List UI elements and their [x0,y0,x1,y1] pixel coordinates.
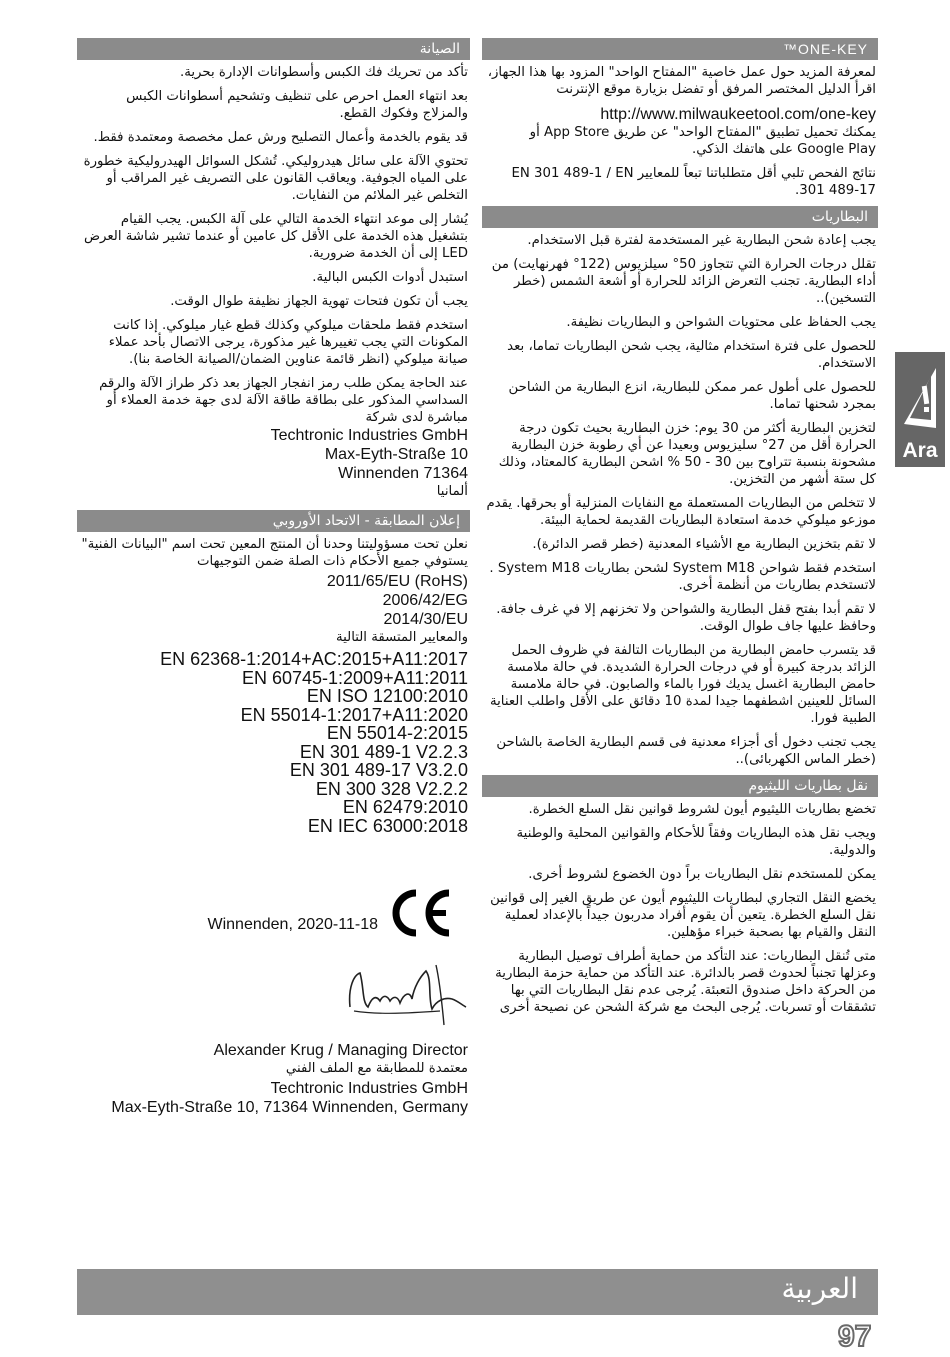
language-side-tab [895,352,945,467]
battery-paragraph: يجب إعادة شحن البطارية غير المستخدمة لفترة قبل الاستخدام. [527,233,876,248]
battery-paragraph: قد يتسرب حامض البطارية من البطاريات التالفة في ظروف الحمل الزائد بدرجة كبيرة أو في درجات الحرارة الشديدة. في حالة ملامسة حامض البطارية اغسل يديك فورا بالماء والصابون. في حالة ملامسة السائل للعينين اشطفهما جيدا لمدة 10 دقائق على الأقل واطلب العناية الطبية فورا. [489,643,876,726]
signer-name: Alexander Krug / Managing Director [213,1042,468,1059]
battery-paragraph: للحصول على أطول عمر ممكن للبطارية، انزع البطارية من الشاحن بمجرد شحنها تماما. [508,380,876,412]
maintenance-city: Winnenden 71364 [338,465,468,482]
standard: EN ISO 12100:2010 [306,686,468,706]
maintenance-paragraph: استخدم فقط ملحقات ميلوكي وكذلك قطع غيار ميلوكي. إذا كانت المكونات التي يجب تغييرها غير مذكورة، يرجى الاتصال بأحد عملاء صيانة ميلوكي (انظر قائمة عناوين الضمان/الصيانة الخاصة بنا). [108,318,468,367]
maintenance-company: Techtronic Industries GmbH [270,427,468,444]
transport-paragraph: متى تُنقل البطاريات: عند التأكد من حماية أطراف توصيل البطارية وعزلها تجنباً لحدوث قصر بالدائرة. عند التأكد من حماية حزمة البطارية من الحركة داخل صندوق التعبئة. يُرجى عدم نقل البطاريات التي بها تشققات أو تسربات. يُرجى البحث مع شركة الشحن عن نصيحة أخرى [495,949,876,1015]
batteries-heading: البطاريات [482,206,878,228]
transport-heading: نقل بطاريات الليثيوم [482,775,878,797]
transport-paragraph: ويجب نقل هذه البطاريات وفقاً للأحكام والقوانين المحلية والوطنية والدولية. [516,826,876,858]
standard: EN 62479:2010 [342,797,468,817]
authorized-statement: معتمدة للمطابقة مع الملف الفني [285,1061,468,1076]
standard: EN 300 328 V2.2.2 [315,778,468,799]
maintenance-paragraph: قد يقوم بالخدمة وأعمال التصليح ورش عمل مخصصة ومعتمدة فقط. [93,130,468,145]
maintenance-paragraph: تحتوي الآلة على سائل هيدروليكي. تُشكل السوائل الهيدروليكية خطورة على المياه الجوفية. ويعاقب القانون على التصريف غير المراقب أو التخلص غير الملائم من النفايات. [83,154,468,203]
left-column [77,38,470,1117]
maintenance-paragraph: عند الحاجة يمكن طلب رمز انفجار الجهاز بعد ذكر طراز الآلة والرقم السداسي المذكور على بطاقة طاقة الآلة لدى جهة خدمة العملاء أو مباشرة لدى شركة [99,376,468,425]
battery-paragraph: للحصول على فترة استخدام مثالية، يجب شحن البطاريات تماما، بعد الاستخدام. [507,339,876,371]
battery-paragraph: لا تقم أبدا بفتح قفل البطارية والشواحن ولا تخزنهم إلا في غرف جافة. وحافظ عليها جاف طوال الوقت. [496,602,876,634]
battery-paragraph: يجب تجنب دخول أى أجزاء معدنية فى قسم البطارية الخاصة بالشاحن (خطر الماس الكهربائى).. [496,735,876,767]
onekey-app-paragraph: يمكنك تحميل تطبيق "المفتاح الواحد" عن طريق App Store أو Google Play على هاتفك الذكي. [529,125,876,157]
transport-paragraph: تخضع بطاريات الليثيوم أيون لشروط قوانين نقل السلع الخطرة. [528,802,876,817]
language-tab-label: Ara [902,439,938,462]
maintenance-paragraph: بعد انتهاء العمل احرص على تنظيف وتشحيم أسطوانات الكبس والمزلاج وفكوك القطع. [126,89,468,121]
onekey-heading: ONE-KEY™ [482,38,878,60]
declaration-address: Max-Eyth-Straße 10, 71364 Winnenden, Germany [111,1099,468,1116]
maintenance-paragraph: يجب أن تكون فتحات تهوية الجهاز نظيفة طوال الوقت. [170,294,468,309]
standard: EN 301 489-17 V3.2.0 [289,760,468,780]
page-number: 97 [838,1320,872,1353]
maintenance-paragraph: تأكد من تحريك فك الكبس وأسطوانات الإدارة بحرية. [180,65,468,80]
warning-triangle-icon [900,366,940,430]
onekey-paragraph: لمعرفة المزيد حول عمل خاصية "المفتاح الواحد" المزود بها هذا الجهاز، اقرأ الدليل المختصر المرفق أو تفضل بزيارة موقع الإنترنت [487,65,876,97]
standard: EN 55014-1:2017+A11:2020 [240,704,468,725]
battery-paragraph: يجب الحفاظ على محتويات الشواحن و البطاريات نظيفة. [566,315,876,330]
battery-paragraph: استخدم فقط شواحن System M18 لشحن بطاريات System M18 . لاتستخدم بطاريات من أنظمة أخرى. [489,561,876,593]
place-date: Winnenden, 2020-11-18 [207,916,378,933]
standards-label: والمعايير المتسقة التالية [336,630,468,645]
onekey-url: http://www.milwaukeetool.com/one-key [600,106,876,123]
onekey-standards-paragraph: نتائج الفحص تلبي أقل متطلباتنا تبعاً للمعايير EN 301 489-1 / EN 301 489-17. [511,166,876,198]
directive: 2006/42/EG [382,592,468,609]
battery-paragraph: تقلل درجات الحرارة التي تتجاوز 50° سيلزيوس (122° فهرنهايت) من أداء البطارية. تجنب التعرض الزائد للحرارة أو أشعة الشمس (خطر التسخين).. [491,257,876,306]
transport-paragraph: يمكن للمستخدم نقل البطاريات براً دون الخضوع لشروط أخرى. [528,867,876,882]
right-column [482,38,878,1023]
battery-paragraph: لا تتخلص من البطاريات المستعملة مع النفايات المنزلية أو بحرقها. يقدم موزعو ميلوكي خدمة استعادة البطاريات القديمة لحماية البيئة. [486,496,876,528]
footer-language-title: العربية [781,1272,858,1305]
maintenance-country: ألمانيا [436,484,468,499]
directive: 2011/65/EU (RoHS) [326,573,468,590]
directive: 2014/30/EU [383,611,468,628]
signature [77,957,470,1033]
maintenance-street: Max-Eyth-Straße 10 [324,446,468,463]
transport-paragraph: يخضع النقل التجاري لبطاريات الليثيوم أيون عن طريق الغير إلى قوانين نقل السلع الخطرة. يتعين أن يقوم أفراد مدربون جيداً بالإعداد لعملية النقل والقيام بها بصحبة خبراء مؤهلين. [490,891,876,940]
ce-mark-icon [388,887,454,939]
battery-paragraph: لا تقم بتخزين البطارية مع الأشياء المعدنية (خطر قصر الدائرة). [532,537,876,552]
standard: EN 301 489-1 V2.2.3 [299,741,468,762]
maintenance-paragraph: استبدل أدوات الكبس البالية. [312,270,468,285]
battery-paragraph: لتخزين البطارية أكثر من 30 يوم: خزن البطارية بحيث تكون درجة الحرارة أقل من 27° سليزيوس وبعيدا عن أي رطوبة خزن البطارية مشحونة بنسبة تتراوح بين 30 - 50 % اشحن البطارية كالمعتاد، وذلك كل ستة أشهر من التخزين. [498,421,876,487]
declaration-heading: إعلان المطابقة - الاتحاد الأوروبي [77,510,470,532]
standard: EN 62368-1:2014+AC:2015+A11:2017 [160,649,468,669]
ce-row [77,887,470,939]
standard: EN 60745-1:2009+A11:2011 [241,667,468,688]
declaration-paragraph: نعلن تحت مسؤوليتنا وحدنا أن المنتج المعين تحت اسم "البيانات الفنية" يستوفي جميع الأحكام ذات الصلة ضمن التوجيهات [81,537,468,569]
standard: EN IEC 63000:2018 [307,815,468,836]
standard: EN 55014-2:2015 [326,723,468,743]
maintenance-paragraph: يُشار إلى موعد انتهاء الخدمة التالي على آلة الكبس. يجب القيام بتشغيل هذه الخدمة على الأقل كل عامين أو عندما تشير شاشة العرض LED إلى أن الخدمة ضرورية. [83,212,468,261]
maintenance-heading: الصيانة [77,38,470,60]
declaration-company: Techtronic Industries GmbH [270,1080,468,1097]
footer-bar [77,1269,878,1315]
